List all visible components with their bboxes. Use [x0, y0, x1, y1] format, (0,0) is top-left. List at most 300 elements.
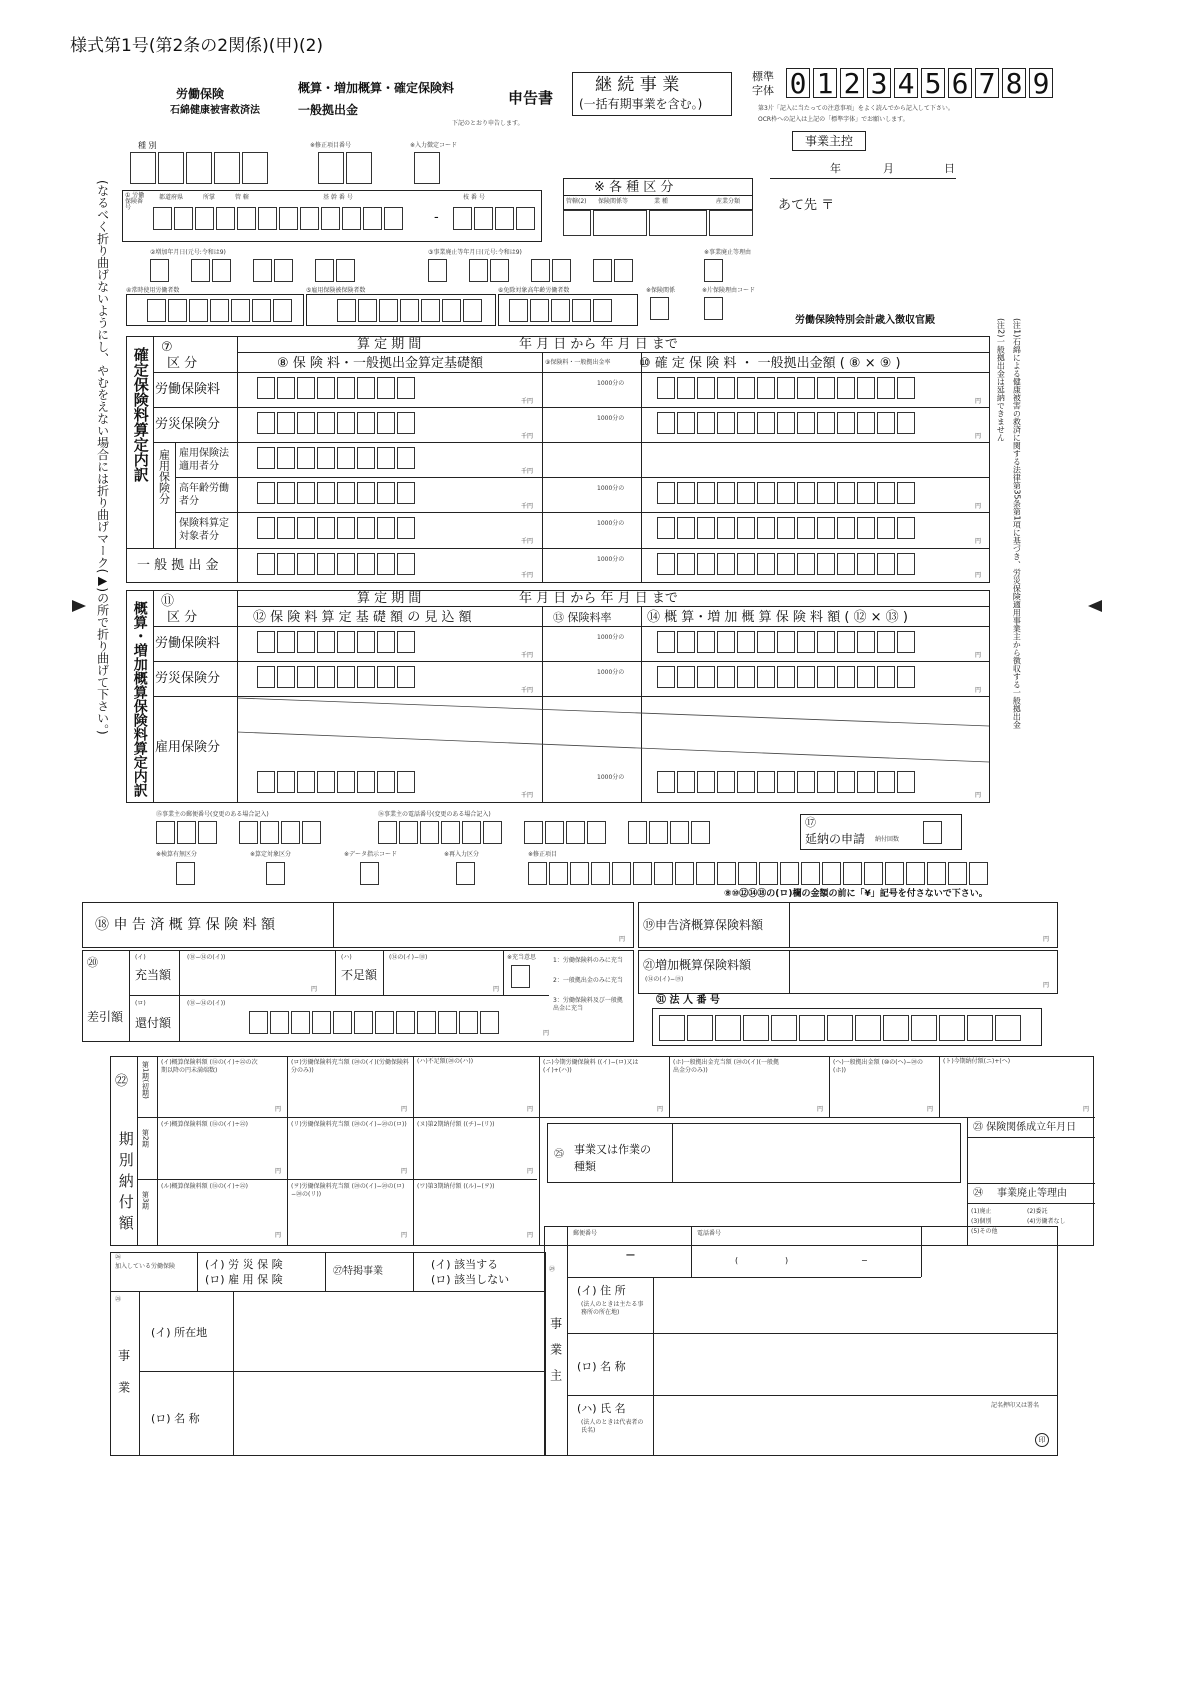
estimated-amount-3-cell[interactable]	[777, 771, 795, 793]
confirmed-amount-1-cell[interactable]	[657, 377, 675, 399]
confirmed-amount-5-cell[interactable]	[857, 517, 875, 539]
correction-cell[interactable]	[612, 862, 631, 885]
confirmed-amount-4-cell[interactable]	[717, 482, 735, 504]
confirmed-amount-4-cell[interactable]	[837, 482, 855, 504]
estimated-row1-label: 労働保険料	[155, 636, 221, 651]
estimate-flag-cell[interactable]	[176, 862, 195, 885]
estimated-base-3[interactable]	[257, 771, 415, 793]
correction-cell[interactable]	[759, 862, 778, 885]
estimated-amount-2-cell[interactable]	[657, 666, 675, 688]
date-day: 日	[944, 162, 955, 175]
confirmed-base-2-cell[interactable]	[337, 412, 355, 434]
confirmed-base-5-cell[interactable]	[377, 517, 395, 539]
general-amount-cell[interactable]	[837, 553, 855, 575]
phone-label: ⑯事業主の電話番号(変更のある場合記入)	[378, 811, 491, 818]
confirmed-amount-4-cell[interactable]	[857, 482, 875, 504]
estimated-amount-2-cell[interactable]	[737, 666, 755, 688]
estimated-amount-2-cell[interactable]	[797, 666, 815, 688]
confirmed-base-1-cell[interactable]	[377, 377, 395, 399]
confirmed-amount-1-cell[interactable]	[797, 377, 815, 399]
estimated-amount-1-cell[interactable]	[697, 631, 715, 653]
estimated-amount-2-cell[interactable]	[777, 666, 795, 688]
phone-cells[interactable]	[378, 821, 710, 844]
confirmed-amount-2-cell[interactable]	[777, 412, 795, 434]
confirmed-base-1[interactable]	[257, 377, 415, 399]
estimated-amount-3-cell[interactable]	[697, 771, 715, 793]
general-amount-cell[interactable]	[677, 553, 695, 575]
estimated-amount-2-cell[interactable]	[877, 666, 895, 688]
confirmed-amount-2-cell[interactable]	[797, 412, 815, 434]
estimated-base-2-cell[interactable]	[377, 666, 395, 688]
title-line-2: 一般拠出金	[298, 103, 359, 117]
estimated-amount-1-cell[interactable]	[757, 631, 775, 653]
confirmed-yen-1: 円	[975, 398, 982, 405]
confirmed-amount-1-cell[interactable]	[877, 377, 895, 399]
confirmed-base-3-cell[interactable]	[277, 447, 295, 469]
estimated-amount-1-cell[interactable]	[717, 631, 735, 653]
confirmed-row4-label: 高年齢労働者分	[179, 483, 229, 507]
estimated-base-3-cell[interactable]	[397, 771, 415, 793]
confirmed-base-4-cell[interactable]	[377, 482, 395, 504]
special-ro[interactable]: (ロ) 該当しない	[431, 1273, 510, 1286]
general-amount-cell[interactable]	[757, 553, 775, 575]
i-label: (イ)	[135, 954, 146, 961]
confirmed-base-5[interactable]	[257, 517, 415, 539]
confirmed-amount-1[interactable]	[657, 377, 915, 399]
confirmed-base-1-cell[interactable]	[257, 377, 275, 399]
estimated-base-3-cell[interactable]	[277, 771, 295, 793]
input-code-label: ※入力徴定コード	[410, 142, 458, 149]
general-base-cell[interactable]	[337, 553, 355, 575]
deferral-label: 延納の申請	[805, 832, 866, 846]
confirmed-amount-5-cell[interactable]	[677, 517, 695, 539]
correction-cell[interactable]	[528, 862, 547, 885]
confirmed-amount-4[interactable]	[657, 482, 915, 504]
confirmed-base-4-cell[interactable]	[357, 482, 375, 504]
confirmed-amount-5-cell[interactable]	[877, 517, 895, 539]
abolition-reason-cells[interactable]	[704, 259, 723, 282]
standard-digit-5: 5	[921, 68, 945, 98]
confirmed-base-3-cell[interactable]	[377, 447, 395, 469]
confirmed-base-1-cell[interactable]	[317, 377, 335, 399]
estimated-amount-2-cell[interactable]	[897, 666, 915, 688]
estimated-amount-2-cell[interactable]	[817, 666, 835, 688]
estimated-base-2-cell[interactable]	[277, 666, 295, 688]
confirmed-amount-5-cell[interactable]	[797, 517, 815, 539]
refund-cell[interactable]	[480, 1011, 499, 1034]
estimated-amount-1-cell[interactable]	[877, 631, 895, 653]
correction-cell[interactable]	[843, 862, 862, 885]
corp-no-cell[interactable]	[827, 1015, 853, 1041]
confirmed-base-5-cell[interactable]	[297, 517, 315, 539]
general-amount-cell[interactable]	[797, 553, 815, 575]
refund-cell[interactable]	[270, 1011, 289, 1034]
correction-cell[interactable]	[654, 862, 673, 885]
kankatsu-col: 管 轄	[235, 194, 249, 201]
estimated-base-1-cell[interactable]	[277, 631, 295, 653]
confirmed-amount-2-cell[interactable]	[817, 412, 835, 434]
confirmed-amount-1-cell[interactable]	[897, 377, 915, 399]
enrolled-i[interactable]: (イ) 労 災 保 険	[205, 1258, 283, 1271]
refund-cells[interactable]	[249, 1011, 499, 1034]
employment-insured-cells[interactable]	[337, 299, 482, 322]
corp-no-cell[interactable]	[911, 1015, 937, 1041]
estimated-amount-1-cell[interactable]	[657, 631, 675, 653]
confirmed-amount-2-cell[interactable]	[857, 412, 875, 434]
correction-cell[interactable]	[969, 862, 988, 885]
confirmed-base-3-cell[interactable]	[357, 447, 375, 469]
estimated-amount-1-cell[interactable]	[777, 631, 795, 653]
estimated-base-1[interactable]	[257, 631, 415, 653]
corp-no-cell[interactable]	[855, 1015, 881, 1041]
correction-cell[interactable]	[591, 862, 610, 885]
estimate-flag-label: ※検算有無区分	[156, 851, 198, 858]
confirmed-base-5-cell[interactable]	[257, 517, 275, 539]
partial-reason-label: ※片保険理由コード	[702, 287, 756, 294]
confirmed-amount-5-cell[interactable]	[897, 517, 915, 539]
correction-no-cells[interactable]	[318, 152, 372, 184]
general-base-cell[interactable]	[257, 553, 275, 575]
estimated-amount-2-cell[interactable]	[717, 666, 735, 688]
confirmed-amount-5-cell[interactable]	[837, 517, 855, 539]
inst-c2: (ロ)労働保険料充当額 (⑳の(イ)(労働保険料分のみ))	[291, 1059, 409, 1074]
confirmed-amount-4-cell[interactable]	[877, 482, 895, 504]
correction-cell[interactable]	[696, 862, 715, 885]
correction-cell[interactable]	[948, 862, 967, 885]
general-amount-cell[interactable]	[897, 553, 915, 575]
confirmed-amount-1-cell[interactable]	[717, 377, 735, 399]
estimated-amount-3-cell[interactable]	[817, 771, 835, 793]
correction-cell[interactable]	[906, 862, 925, 885]
correction-cell[interactable]	[864, 862, 883, 885]
confirmed-amount-2-cell[interactable]	[677, 412, 695, 434]
estimated-base-3-cell[interactable]	[377, 771, 395, 793]
exempt-elderly-cells[interactable]	[509, 299, 612, 322]
estimated-amount-2-cell[interactable]	[857, 666, 875, 688]
deferral-cell[interactable]	[923, 821, 942, 844]
refund-cell[interactable]	[438, 1011, 457, 1034]
correction-cell[interactable]	[717, 862, 736, 885]
confirmed-amount-5-cell[interactable]	[757, 517, 775, 539]
corp-no-cell[interactable]	[659, 1015, 685, 1041]
refund-cell[interactable]	[417, 1011, 436, 1034]
confirmed-amount-4-cell[interactable]	[777, 482, 795, 504]
confirmed-amount-2-cell[interactable]	[877, 412, 895, 434]
corp-no-cell[interactable]	[687, 1015, 713, 1041]
refund-cell[interactable]	[375, 1011, 394, 1034]
yen-p2c2: 円	[401, 1168, 408, 1175]
confirmed-amount-2-cell[interactable]	[757, 412, 775, 434]
increase-date-cells[interactable]	[150, 259, 355, 282]
estimated-amount-2-cell[interactable]	[757, 666, 775, 688]
insurance-number-label: ① 労働保険番号	[125, 192, 145, 211]
regular-workers-cells[interactable]	[147, 299, 292, 322]
general-base-cell[interactable]	[317, 553, 335, 575]
general-amount-cell[interactable]	[657, 553, 675, 575]
confirmed-amount-4-cell[interactable]	[697, 482, 715, 504]
standard-digit-8: 8	[1002, 68, 1026, 98]
confirmed-amount-1-cell[interactable]	[777, 377, 795, 399]
confirmed-base-3-cell[interactable]	[397, 447, 415, 469]
confirmed-amount-1-cell[interactable]	[857, 377, 875, 399]
confirmed-base-5-cell[interactable]	[337, 517, 355, 539]
general-base-cell[interactable]	[377, 553, 395, 575]
confirmed-amount-5-cell[interactable]	[777, 517, 795, 539]
correction-cell[interactable]	[570, 862, 589, 885]
confirmed-amount-5[interactable]	[657, 517, 915, 539]
confirmed-amount-2-cell[interactable]	[837, 412, 855, 434]
partial-reason-cells[interactable]	[704, 297, 723, 320]
correction-cell[interactable]	[780, 862, 799, 885]
confirmed-base-2[interactable]	[257, 412, 415, 434]
insurance-number-cells[interactable]	[153, 207, 403, 230]
confirmed-base-2-cell[interactable]	[357, 412, 375, 434]
general-amount-cell[interactable]	[737, 553, 755, 575]
general-amount[interactable]	[657, 553, 915, 575]
confirmed-base-3-cell[interactable]	[257, 447, 275, 469]
confirmed-amount-1-cell[interactable]	[677, 377, 695, 399]
seal-note: 記名押印又は署名	[991, 1402, 1040, 1409]
estimated-base-2-cell[interactable]	[317, 666, 335, 688]
confirmed-base-5-cell[interactable]	[357, 517, 375, 539]
confirmed-amount-4-cell[interactable]	[677, 482, 695, 504]
estimated-amount-3-cell[interactable]	[877, 771, 895, 793]
estimated-base-2-cell[interactable]	[297, 666, 315, 688]
reinput-cell[interactable]	[456, 862, 475, 885]
confirmed-base-4-cell[interactable]	[277, 482, 295, 504]
estimated-base-1-cell[interactable]	[297, 631, 315, 653]
confirmed-amount-2-cell[interactable]	[737, 412, 755, 434]
correction-cell[interactable]	[633, 862, 652, 885]
confirmed-amount-4-cell[interactable]	[757, 482, 775, 504]
estimated-base-3-cell[interactable]	[297, 771, 315, 793]
estimated-base-2-cell[interactable]	[357, 666, 375, 688]
estimated-amount-1[interactable]	[657, 631, 915, 653]
estimated-amount-2[interactable]	[657, 666, 915, 688]
corp-no-cell[interactable]	[799, 1015, 825, 1041]
corp-no-cell[interactable]	[995, 1015, 1021, 1041]
abolition-label: 事業廃止等理由	[997, 1188, 1067, 1199]
confirmed-amount-5-cell[interactable]	[737, 517, 755, 539]
estimated-base-3-cell[interactable]	[337, 771, 355, 793]
insurance-relation-cells[interactable]	[650, 297, 669, 320]
confirmed-amount-5-cell[interactable]	[817, 517, 835, 539]
estimated-base-2-cell[interactable]	[397, 666, 415, 688]
estimated-amount-2-cell[interactable]	[837, 666, 855, 688]
estimated-base-1-cell[interactable]	[397, 631, 415, 653]
app-opt-3: 3：労働保険料及び一般拠出金に充当	[553, 997, 623, 1012]
estimated-base-2[interactable]	[257, 666, 415, 688]
estimated-amount-1-cell[interactable]	[817, 631, 835, 653]
estimated-amount-3-cell[interactable]	[757, 771, 775, 793]
estimated-amount-1-cell[interactable]	[797, 631, 815, 653]
corp-no-cell[interactable]	[883, 1015, 909, 1041]
general-amount-cell[interactable]	[857, 553, 875, 575]
estimated-amount-2-cell[interactable]	[677, 666, 695, 688]
confirmed-base-2-cell[interactable]	[257, 412, 275, 434]
estimated-base-1-cell[interactable]	[377, 631, 395, 653]
confirmed-amount-4-cell[interactable]	[797, 482, 815, 504]
correction-cell[interactable]	[885, 862, 904, 885]
estimated-amount-3-cell[interactable]	[717, 771, 735, 793]
estimated-amount-2-cell[interactable]	[697, 666, 715, 688]
confirmed-base-2-cell[interactable]	[317, 412, 335, 434]
calc-target-cell[interactable]	[266, 862, 285, 885]
estimated-amount-1-cell[interactable]	[837, 631, 855, 653]
general-amount-cell[interactable]	[697, 553, 715, 575]
confirmed-amount-2-cell[interactable]	[897, 412, 915, 434]
confirmed-base-4[interactable]	[257, 482, 415, 504]
appropriation-cell[interactable]	[511, 965, 530, 988]
confirmed-amount-4-cell[interactable]	[817, 482, 835, 504]
estimated-amount-1-cell[interactable]	[737, 631, 755, 653]
confirmed-base-5-cell[interactable]	[317, 517, 335, 539]
confirmed-base-3-cell[interactable]	[317, 447, 335, 469]
confirmed-base-1-cell[interactable]	[357, 377, 375, 399]
branch-number-cells[interactable]	[453, 207, 535, 230]
corp-no-cell[interactable]	[771, 1015, 797, 1041]
correction-cell[interactable]	[801, 862, 820, 885]
confirmed-base-3[interactable]	[257, 447, 415, 469]
abolition-date-cells[interactable]	[428, 259, 633, 282]
estimated-amount-3[interactable]	[657, 771, 915, 793]
refund-cell[interactable]	[249, 1011, 268, 1034]
estimated-base-3-cell[interactable]	[317, 771, 335, 793]
general-base-cell[interactable]	[297, 553, 315, 575]
confirmed-base-2-cell[interactable]	[397, 412, 415, 434]
confirmed-amount-4-cell[interactable]	[657, 482, 675, 504]
general-amount-cell[interactable]	[717, 553, 735, 575]
general-amount-cell[interactable]	[817, 553, 835, 575]
estimated-amount-3-cell[interactable]	[737, 771, 755, 793]
enrolled-ro[interactable]: (ロ) 雇 用 保 険	[205, 1273, 283, 1286]
reason-1: (1)廃止	[971, 1208, 992, 1215]
confirmed-base-4-cell[interactable]	[297, 482, 315, 504]
confirmed-base-4-cell[interactable]	[317, 482, 335, 504]
confirmed-amount-2-cell[interactable]	[657, 412, 675, 434]
yen-c5: 円	[817, 1106, 824, 1113]
confirmed-base-1-cell[interactable]	[397, 377, 415, 399]
estimated-base-3-cell[interactable]	[357, 771, 375, 793]
confirmed-section	[126, 336, 990, 583]
corp-no-cells[interactable]	[659, 1015, 1021, 1041]
confirmed-amount-1-cell[interactable]	[737, 377, 755, 399]
corp-no-cell[interactable]	[715, 1015, 741, 1041]
refund-cell[interactable]	[459, 1011, 478, 1034]
confirmed-base-1-cell[interactable]	[337, 377, 355, 399]
period3-label: 第3期	[141, 1191, 150, 1210]
confirmed-amount-5-cell[interactable]	[657, 517, 675, 539]
standard-digit-0: 0	[786, 68, 810, 98]
estimated-amount-3-cell[interactable]	[677, 771, 695, 793]
estimated-row3-label: 雇用保険分	[155, 740, 221, 755]
estimated-amount-3-cell[interactable]	[897, 771, 915, 793]
confirmed-base-4-cell[interactable]	[337, 482, 355, 504]
estimated-base-1-cell[interactable]	[317, 631, 335, 653]
refund-cell[interactable]	[396, 1011, 415, 1034]
correction-cells[interactable]	[528, 862, 988, 885]
estimated-amount-1-cell[interactable]	[857, 631, 875, 653]
insurance-number-box	[122, 190, 542, 242]
general-base[interactable]	[257, 553, 415, 575]
estimated-amount-3-cell[interactable]	[657, 771, 675, 793]
confirmed-base-2-cell[interactable]	[377, 412, 395, 434]
input-code-cells[interactable]	[414, 152, 440, 184]
confirmed-base-2-cell[interactable]	[277, 412, 295, 434]
estimated-base-1-cell[interactable]	[337, 631, 355, 653]
estimated-base-1-cell[interactable]	[357, 631, 375, 653]
data-code-cell[interactable]	[360, 862, 379, 885]
refund-cell[interactable]	[312, 1011, 331, 1034]
correction-cell[interactable]	[927, 862, 946, 885]
estimated-amount-3-cell[interactable]	[857, 771, 875, 793]
correction-cell[interactable]	[675, 862, 694, 885]
confirmed-amount-5-cell[interactable]	[697, 517, 715, 539]
estimated-base-3-cell[interactable]	[257, 771, 275, 793]
confirmed-amount-1-cell[interactable]	[837, 377, 855, 399]
correction-cell[interactable]	[822, 862, 841, 885]
estimated-base-1-cell[interactable]	[257, 631, 275, 653]
correction-cell[interactable]	[549, 862, 568, 885]
confirmed-base-4-cell[interactable]	[397, 482, 415, 504]
general-amount-cell[interactable]	[877, 553, 895, 575]
correction-cell[interactable]	[738, 862, 757, 885]
confirmed-base-2-cell[interactable]	[297, 412, 315, 434]
confirmed-amount-4-cell[interactable]	[897, 482, 915, 504]
confirmed-base-5-cell[interactable]	[397, 517, 415, 539]
refund-cell[interactable]	[291, 1011, 310, 1034]
corp-no-cell[interactable]	[743, 1015, 769, 1041]
confirmed-amount-2[interactable]	[657, 412, 915, 434]
confirmed-amount-2-cell[interactable]	[697, 412, 715, 434]
confirmed-base-3-cell[interactable]	[337, 447, 355, 469]
postal-cells[interactable]	[156, 821, 321, 844]
estimated-amount-3-cell[interactable]	[837, 771, 855, 793]
general-base-cell[interactable]	[397, 553, 415, 575]
confirmed-amount-1-cell[interactable]	[697, 377, 715, 399]
general-base-cell[interactable]	[277, 553, 295, 575]
confirmed-amount-1-cell[interactable]	[757, 377, 775, 399]
categories-cells[interactable]	[563, 210, 753, 236]
general-amount-cell[interactable]	[777, 553, 795, 575]
estimated-base-2-cell[interactable]	[337, 666, 355, 688]
confirmed-base-5-cell[interactable]	[277, 517, 295, 539]
confirmed-amount-1-cell[interactable]	[817, 377, 835, 399]
estimated-base-2-cell[interactable]	[257, 666, 275, 688]
estimated-amount-1-cell[interactable]	[897, 631, 915, 653]
special-i[interactable]: (イ) 該当する	[431, 1258, 499, 1271]
confirmed-base-4-cell[interactable]	[257, 482, 275, 504]
refund-cell[interactable]	[354, 1011, 373, 1034]
confirmed-base-3-cell[interactable]	[297, 447, 315, 469]
general-base-cell[interactable]	[357, 553, 375, 575]
confirmed-base-1-cell[interactable]	[297, 377, 315, 399]
estimated-kubun: 区 分	[167, 610, 198, 625]
corp-no-label: ㉛ 法 人 番 号	[656, 995, 720, 1006]
corp-no-cell[interactable]	[939, 1015, 965, 1041]
estimated-amount-3-cell[interactable]	[797, 771, 815, 793]
confirmed-base-1-cell[interactable]	[277, 377, 295, 399]
corp-no-cell[interactable]	[967, 1015, 993, 1041]
confirmed-amount-2-cell[interactable]	[717, 412, 735, 434]
refund-cell[interactable]	[333, 1011, 352, 1034]
num11: ⑪	[161, 594, 175, 609]
confirmed-amount-5-cell[interactable]	[717, 517, 735, 539]
confirmed-rate-2: 1000分の	[597, 415, 625, 422]
confirmed-amount-4-cell[interactable]	[737, 482, 755, 504]
estimated-amount-1-cell[interactable]	[677, 631, 695, 653]
kind-cells[interactable]	[130, 152, 268, 184]
